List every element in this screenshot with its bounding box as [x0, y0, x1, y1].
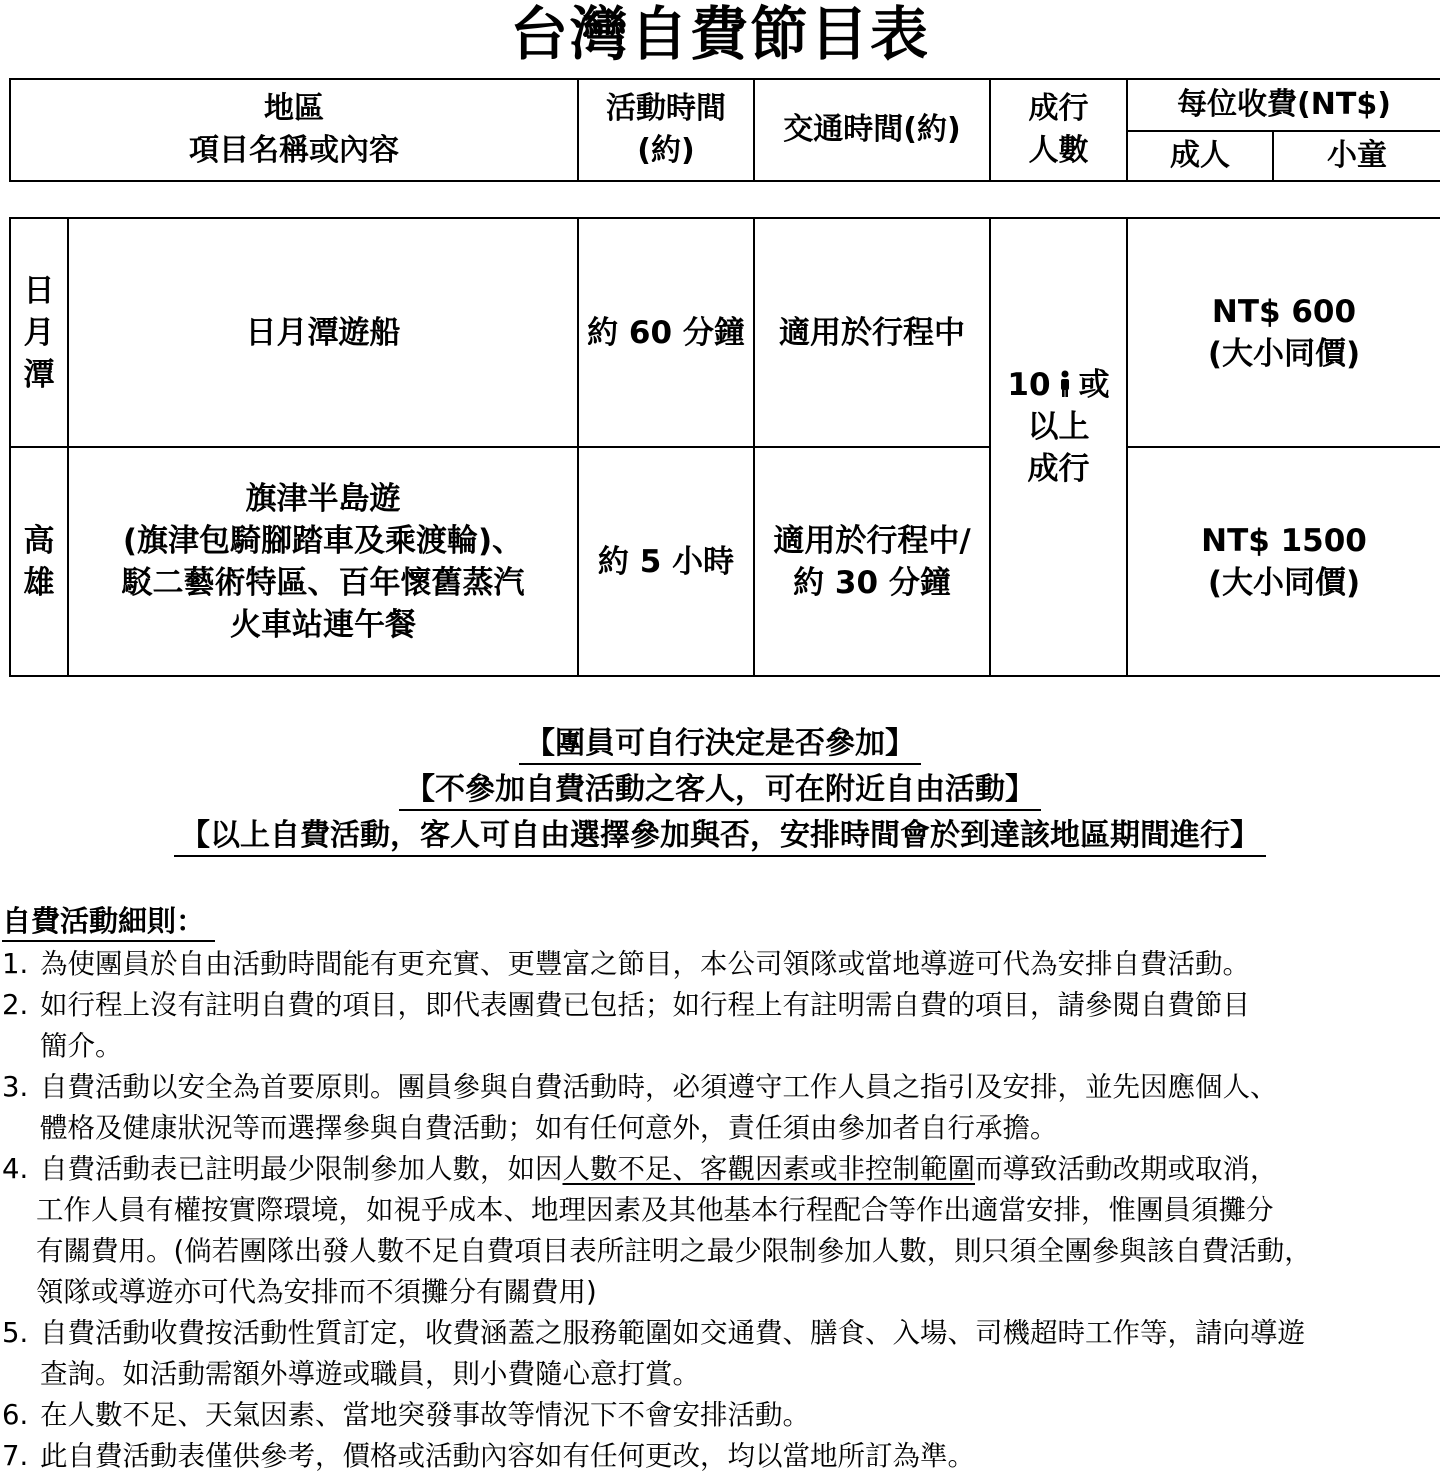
transport-line: 適用於行程中/ — [773, 522, 971, 559]
notice-text: 【團員可自行決定是否參加】 — [519, 726, 921, 765]
rule-number: 6. — [2, 1399, 29, 1431]
rule-text: 自費活動表已註明最少限制參加人數，如因 — [40, 1153, 563, 1185]
rule-number: 2. — [2, 989, 29, 1021]
row-price — [1127, 218, 1440, 447]
rule-line: 查詢。如活動需額外導遊或職員，則小費隨心意打賞。 — [40, 1358, 700, 1390]
header-group-size-line2: 人數 — [1028, 133, 1089, 168]
row-region — [10, 218, 68, 447]
region-char: 高 — [23, 522, 55, 559]
rule-line: 簡介。 — [40, 1030, 123, 1062]
rule-line: 自費活動收費按活動性質訂定，收費涵蓋之服務範圍如交通費、膳食、入場、司機超時工作等，請向導遊 — [40, 1317, 1305, 1349]
notice-line — [0, 770, 1440, 810]
rule-number: 3. — [2, 1071, 29, 1103]
header-duration-label: 活動時間 — [606, 91, 726, 126]
list-item — [2, 1395, 1440, 1436]
person-icon — [1055, 370, 1075, 398]
header-item-label: 項目名稱或內容 — [189, 133, 399, 168]
header-transport: 交通時間(約) — [754, 79, 990, 181]
rule-number: 1. — [2, 948, 29, 980]
page-title: 台灣自費節目表 — [509, 0, 930, 68]
header-duration-approx: (約) — [637, 133, 695, 168]
rule-line: 此自費活動表僅供參考，價格或活動內容如有任何更改，均以當地所訂為準。 — [40, 1440, 975, 1472]
list-item — [2, 1067, 1440, 1149]
region-char: 雄 — [23, 564, 55, 601]
rule-line: 如行程上沒有註明自費的項目，即代表團費已包括；如行程上有註明需自費的項目，請參閱自費節目 — [40, 989, 1250, 1021]
row-region — [10, 447, 68, 676]
rule-line: 在人數不足、天氣因素、當地突發事故等情況下不會安排活動。 — [40, 1399, 810, 1431]
price-note: (大小同價) — [1207, 336, 1361, 372]
group-size-cell — [990, 218, 1127, 676]
rule-line: 領隊或導遊亦可代為安排而不須攤分有關費用) — [36, 1276, 597, 1308]
table-row — [10, 447, 1440, 676]
table-row — [10, 218, 1440, 447]
item-line: (旗津包騎腳踏車及乘渡輪)、 — [122, 522, 524, 559]
header-group-size — [990, 79, 1127, 181]
price-note: (大小同價) — [1207, 564, 1361, 601]
header-duration — [578, 79, 754, 181]
row-item — [68, 218, 578, 447]
item-line: 旗津半島遊 — [245, 480, 401, 517]
list-item — [2, 1149, 1440, 1313]
transport-line: 適用於行程中 — [779, 314, 965, 351]
list-item — [2, 1313, 1440, 1395]
header-region-label: 地區 — [264, 91, 324, 126]
rule-line: 工作人員有權按實際環境，如視乎成本、地理因素及其他基本行程配合等作出適當安排，惟團員須攤分 — [36, 1194, 1274, 1226]
notice-line — [0, 724, 1440, 764]
rules-title: 自費活動細則： — [2, 902, 215, 942]
notice-text: 【以上自費活動，客人可自由選擇參加與否，安排時間會於到達該地區期間進行】 — [174, 818, 1266, 857]
group-size-line2: 以上 — [1027, 409, 1090, 445]
item-line: 駁二藝術特區、百年懷舊蒸汽 — [121, 564, 525, 601]
group-size-suffix: 或 — [1078, 367, 1110, 403]
activities-table — [9, 217, 1440, 677]
header-price: 每位收費(NT$) — [1127, 79, 1440, 131]
rule-number: 7. — [2, 1440, 29, 1472]
price-amount: NT$ 1500 — [1201, 522, 1367, 559]
transport-line: 約 30 分鐘 — [793, 564, 951, 601]
group-size-count: 10 — [1007, 367, 1051, 403]
header-region-item — [10, 79, 578, 181]
rule-line — [40, 1149, 1440, 1190]
item-line: 日月潭遊船 — [245, 314, 401, 351]
rule-text: 而導致活動改期或取消， — [975, 1153, 1278, 1185]
group-size-line1 — [991, 364, 1126, 406]
rule-line: 有關費用。(倘若團隊出發人數不足自費項目表所註明之最少限制參加人數，則只須全團參與該自費活動， — [36, 1235, 1312, 1267]
row-item — [68, 447, 578, 676]
list-item — [2, 1436, 1440, 1477]
notice-text: 【不參加自費活動之客人，可在附近自由活動】 — [399, 772, 1041, 811]
header-price-adult: 成人 — [1127, 131, 1273, 181]
header-group-size-line1: 成行 — [1028, 91, 1089, 126]
rule-line: 自費活動以安全為首要原則。團員參與自費活動時，必須遵守工作人員之指引及安排，並先因應個人、 — [40, 1071, 1278, 1103]
rule-line: 為使團員於自由活動時間能有更充實、更豐富之節目，本公司領隊或當地導遊可代為安排自費活動。 — [40, 948, 1250, 980]
region-char: 日 — [23, 272, 55, 309]
rules-list — [2, 944, 1440, 1477]
row-duration: 約 60 分鐘 — [578, 218, 754, 447]
item-line: 火車站連午餐 — [230, 606, 416, 643]
row-duration: 約 5 小時 — [578, 447, 754, 676]
row-price — [1127, 447, 1440, 676]
header-table — [9, 78, 1440, 182]
price-amount: NT$ 600 — [1211, 294, 1357, 330]
rule-number: 5. — [2, 1317, 29, 1349]
notice-line — [0, 816, 1440, 856]
region-char: 月 — [23, 314, 55, 351]
rule-underlined-text: 人數不足、客觀因素或非控制範圍 — [562, 1153, 975, 1185]
row-transport — [754, 218, 990, 447]
rule-number: 4. — [2, 1153, 29, 1185]
group-size-line3: 成行 — [1027, 451, 1090, 487]
row-transport — [754, 447, 990, 676]
list-item — [2, 944, 1440, 985]
rule-line: 體格及健康狀況等而選擇參與自費活動；如有任何意外，責任須由參加者自行承擔。 — [40, 1112, 1058, 1144]
header-price-child: 小童 — [1273, 131, 1440, 181]
list-item — [2, 985, 1440, 1067]
region-char: 潭 — [23, 356, 55, 393]
